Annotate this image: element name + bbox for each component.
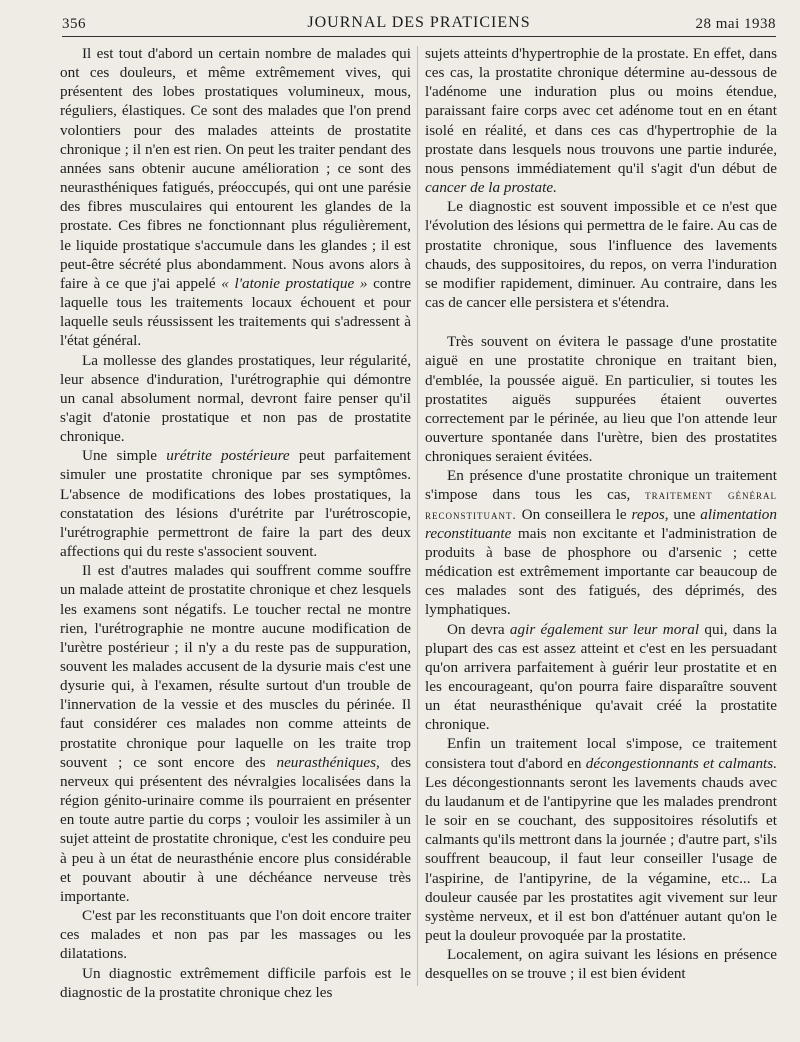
paragraph: En présence d'une prostatite chronique un traitement s'impose dans tous les cas, traitement général reconstituant. On conseillera le repos, une alimentation reconstituante mais non excitante et l'administration de produits à base de phosphore ou d'arsenic ; cette médication est extrêmement importante car beaucoup de ces malades sont des fatigués, des déprimés, des lymphatiques. <box>425 467 777 619</box>
issue-date: 28 mai 1938 <box>695 16 776 32</box>
paragraph: Le diagnostic est souvent impossible et ce n'est que l'évolution des lésions qui permettra de le faire. Au cas de prostatite chronique, sous l'influence des lavements chauds, des suppositoires, du repos, on verra l'induration se modifier rapidement, diminuer. Au contraire, dans les cas de cancer elle persistera et s'étendra. <box>425 198 777 312</box>
paragraph: Un diagnostic extrêmement difficile parfois est le diagnostic de la prostatite chronique chez les <box>60 964 411 1001</box>
paragraph: Localement, on agira suivant les lésions en présence desquelles on se trouve ; il est bien évident <box>425 946 777 983</box>
left-column <box>60 44 411 1002</box>
paragraph: On devra agir également sur leur moral qui, dans la plupart des cas est assez atteint et c'est en les persuadant qu'on arrivera parfaitement à guérir leur prostatite et en les encourageant, qu'on pourra faire disparaître souvent un état neurasthénique qu'avait créé la prostatite chronique. <box>425 620 777 734</box>
column-divider <box>417 46 418 986</box>
paragraph: La mollesse des glandes prostatiques, leur régularité, leur absence d'induration, l'urétrographie qui démontre un canal absolument normal, devront faire penser qu'il s'agit d'atonie prostatique et non pas de prostatite chronique. <box>60 351 411 446</box>
page-number: 356 <box>62 16 86 32</box>
paragraph: Une simple urétrite postérieure peut parfaitement simuler une prostatite chronique par ses symptômes. L'absence de modifications des lobes prostatiques, la constatation des lésions d'urétrite par l'urétroscopie, l'urétrographie permettront de faire la part des deux affections qui du reste s'associent souvent. <box>60 447 411 561</box>
paragraph: Il est tout d'abord un certain nombre de malades qui ont ces douleurs, et même extrêmement vives, qui présentent des lobes prostatiques volumineux, mous, réguliers, élastiques. Ce sont des malades que l'on prend volontiers pour des malades atteints de prostatite chronique ; il n'en est rien. On peut les traiter pendant des années sans obtenir aucune amélioration ; ce sont des neurasthéniques fatigués, préoccupés, qui ont une parésie des fibres musculaires qui entourent les glandes de la prostate. Ces fibres ne fonctionnant plus régulièrement, le liquide prostatique s'accumule dans les glandes ; il est peut-être sécrété plus abondamment. Nous avons alors à faire à ce que j'ai appelé « l'atonie prostatique » contre laquelle tous les traitements locaux échouent et pour laquelle seuls réussissent les traitements qui s'adressent à l'état général. <box>60 45 412 350</box>
paragraph: C'est par les reconstituants que l'on doit encore traiter ces malades et non pas par les massages ou les dilatations. <box>60 907 411 963</box>
paragraph: Il est d'autres malades qui souffrent comme souffre un malade atteint de prostatite chronique et chez lesquels les examens sont négatifs. Le toucher rectal ne montre rien, l'urétrographie ne montre aucune modification de l'urètre postérieur ; il n'y a du reste pas de suppuration, souvent les malades accusent de la dysurie mais c'est une dysurie qui, à l'examen, résulte surtout d'un trouble de l'innervation de la vessie et des muscles du périnée. Il faut considérer ces malades non comme atteints de prostatite chronique pour laquelle on les traite trop souvent ; ce sont encore des neurasthéniques, des nerveux qui présentent des névralgies localisées dans la région génito-urinaire comme ils pourraient en présenter en toute autre partie du corps ; vouloir les assimiler à un sujet atteint de prostatite chronique, c'est les conduire peu à peu à un état de neurasthénie encore plus considérable et pouvant aboutir à une déchéance nerveuse très importante. <box>60 562 411 905</box>
paragraph: sujets atteints d'hypertrophie de la prostate. En effet, dans ces cas, la prostatite chronique détermine au-dessous de l'adénome une induration plus ou moins étendue, paraissant faire corps avec cet adénome tout en en étant isolé en réalité, et dans ces cas d'hypertrophie de la prostate dans lesquels nous trouvons une partie indurée, nous pensons immédiatement qu'il s'agit d'un début de cancer de la prostate. <box>425 45 777 197</box>
journal-title: JOURNAL DES PRATICIENS <box>307 14 531 31</box>
right-column <box>425 44 777 984</box>
paragraph: Enfin un traitement local s'impose, ce traitement consistera tout d'abord en décongestionnants et calmants. Les décongestionnants seront les lavements chauds avec du laudanum et de l'antipyrine que les malades prendront le soir en se couchant, des suppositoires résolutifs et calmants qu'ils mettront dans la journée ; d'autre part, s'ils souffrent beaucoup, il faut leur conseiller l'usage de l'aspirine, de l'antipyrine, de la végamine, etc... La douleur causée par les prostatites agit vivement sur leur système nerveux, et il est bon d'atténuer autant qu'on le peut la douleur provoquée par la prostatite. <box>425 735 777 945</box>
paragraph: Très souvent on évitera le passage d'une prostatite aiguë en une prostatite chronique en traitant bien, d'emblée, la poussée aiguë. En particulier, si toutes les prostatites aiguës suppurées étaient ouvertes correctement par le périnée, au lieu que l'on attende leur ouverture spontanée dans l'urètre, bien des prostatites chroniques seraient évitées. <box>425 333 777 466</box>
page-header <box>62 6 776 37</box>
